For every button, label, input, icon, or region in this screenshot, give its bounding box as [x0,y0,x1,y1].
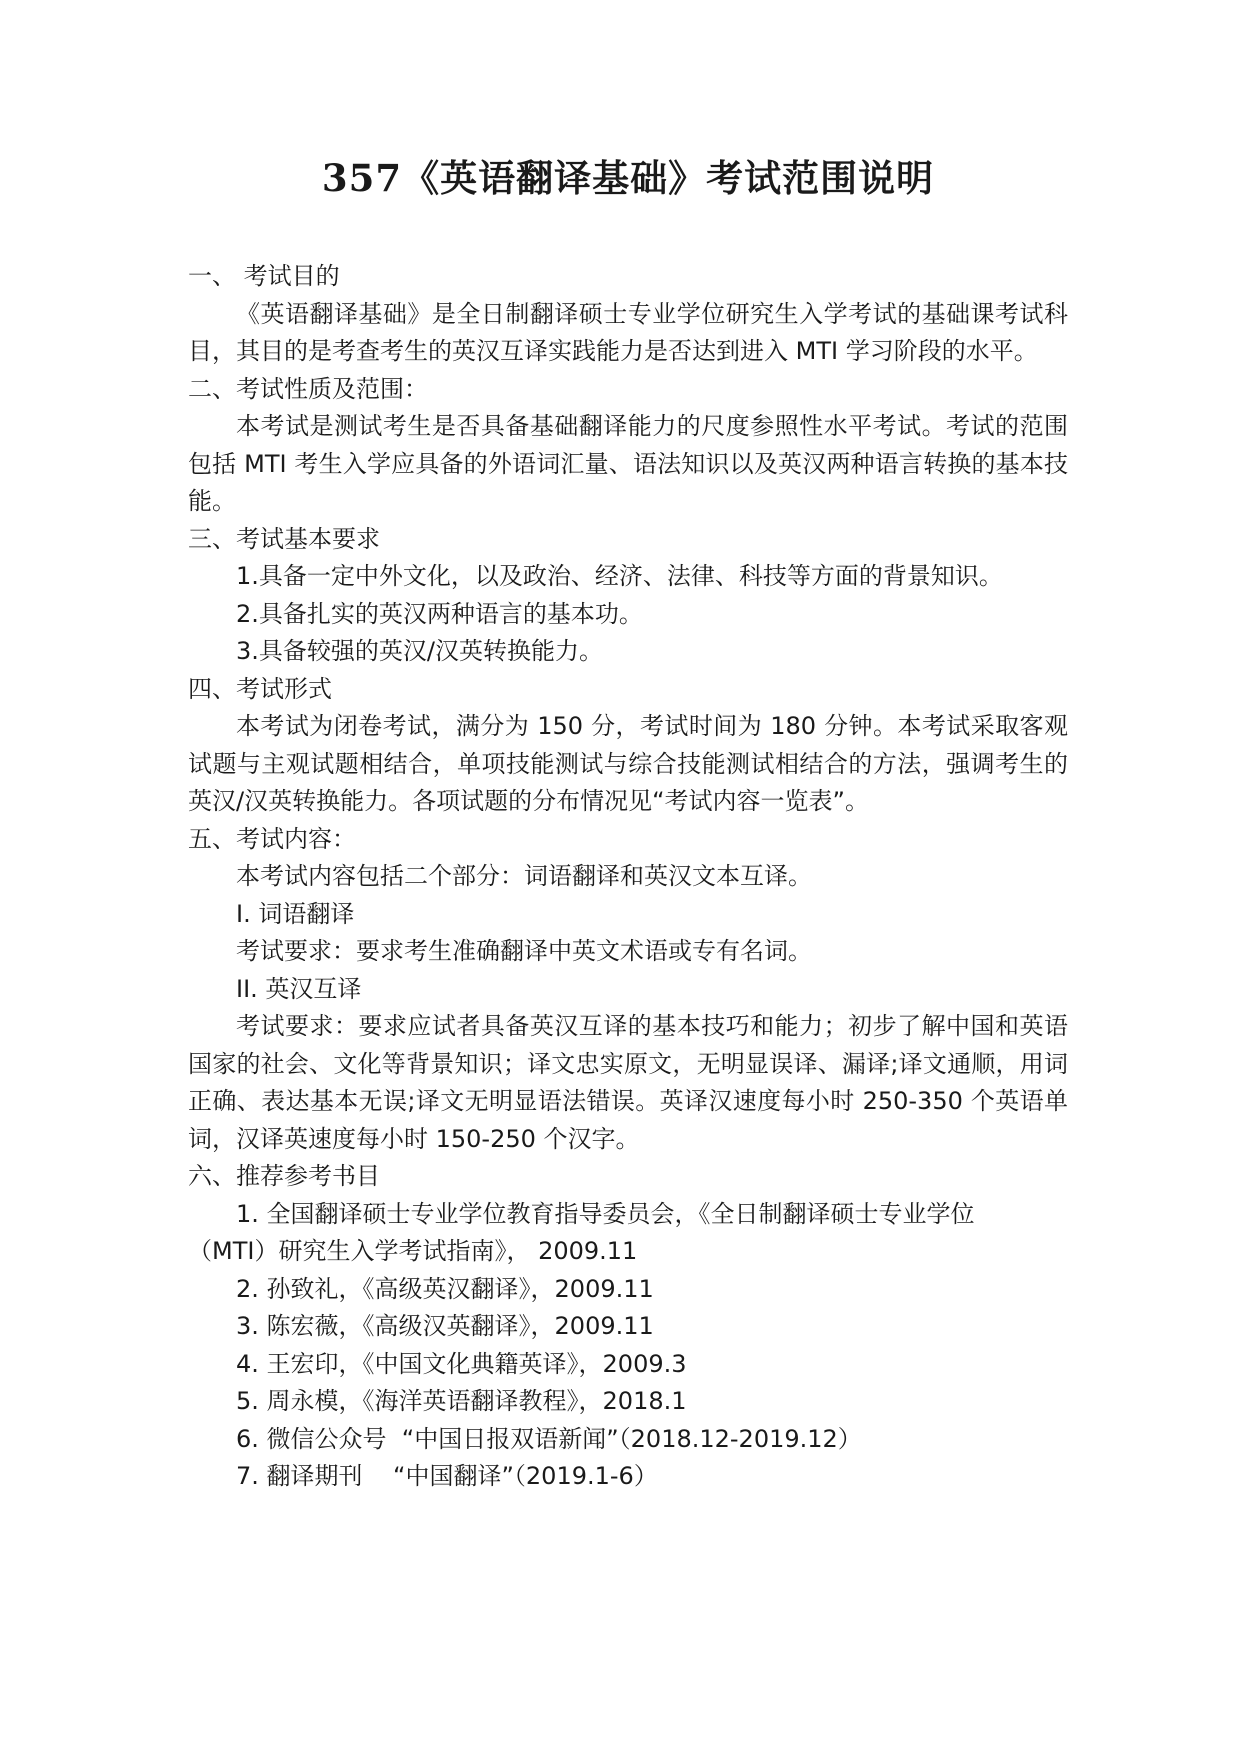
section-body-2: 本考试是测试考生是否具备基础翻译能力的尺度参照性水平考试。考试的范围包括 MTI 考生入学应具备的外语词汇量、语法知识以及英汉两种语言转换的基本技能。 [188,412,1068,515]
section-heading-4: 四、考试形式 [188,674,332,703]
requirement-item-1: 1.具备一定中外文化，以及政治、经济、法律、科技等方面的背景知识。 [236,562,1003,590]
requirement-item-2: 2.具备扎实的英汉两种语言的基本功。 [236,599,643,628]
section-heading-1: 一、 考试目的 [188,262,340,290]
part1-title: I. 词语翻译 [236,899,355,928]
section-heading-5: 五、考试内容： [188,824,356,853]
section-body-4: 本考试为闭卷考试，满分为 150 分，考试时间为 180 分钟。本考试采取客观试题与主观试题相结合，单项技能测试与综合技能测试相结合的方法，强调考生的英汉/汉英转换能力。各项试题的分布情况见“考试内容一览表”。 [188,712,1068,815]
reference-item-1: 1. 全国翻译硕士专业学位教育指导委员会，《全日制翻译硕士专业学位 [236,1199,975,1228]
reference-item-4: 4. 王宏印，《中国文化典籍英译》，2009.3 [236,1349,687,1378]
reference-item-6: 6. 微信公众号 “中国日报双语新闻”（2018.12-2019.12） [236,1424,862,1453]
reference-item-7: 7. 翻译期刊 “中国翻译”（2019.1-6） [236,1462,658,1490]
reference-item-3: 3. 陈宏薇，《高级汉英翻译》，2009.11 [236,1312,654,1340]
content-intro: 本考试内容包括二个部分：词语翻译和英汉文本互译。 [236,862,812,890]
requirement-item-3: 3.具备较强的英汉/汉英转换能力。 [236,637,603,665]
section-heading-2: 二、考试性质及范围： [188,374,428,403]
reference-item-2: 2. 孙致礼，《高级英汉翻译》，2009.11 [236,1274,654,1303]
section-heading-6: 六、推荐参考书目 [188,1162,380,1190]
section-body-1: 《英语翻译基础》是全日制翻译硕士专业学位研究生入学考试的基础课考试科目，其目的是考查考生的英汉互译实践能力是否达到进入 MTI 学习阶段的水平。 [188,299,1068,365]
reference-item-1-cont: （MTI）研究生入学考试指南》， 2009.11 [188,1237,638,1265]
part1-requirement: 考试要求：要求考生准确翻译中英文术语或专有名词。 [236,937,812,965]
page-title: 357《英语翻译基础》考试范围说明 [321,156,935,200]
part2-title: II. 英汉互译 [236,974,362,1003]
part2-requirement: 考试要求：要求应试者具备英汉互译的基本技巧和能力；初步了解中国和英语国家的社会、文化等背景知识；译文忠实原文，无明显误译、漏译;译文通顺，用词正确、表达基本无误;译文无明显语法错误。英译汉速度每小时 250-350 个英语单词，汉译英速度每小时 150-250 个汉字。 [188,1012,1068,1153]
reference-item-5: 5. 周永模，《海洋英语翻译教程》，2018.1 [236,1387,687,1415]
section-heading-3: 三、考试基本要求 [188,524,380,553]
